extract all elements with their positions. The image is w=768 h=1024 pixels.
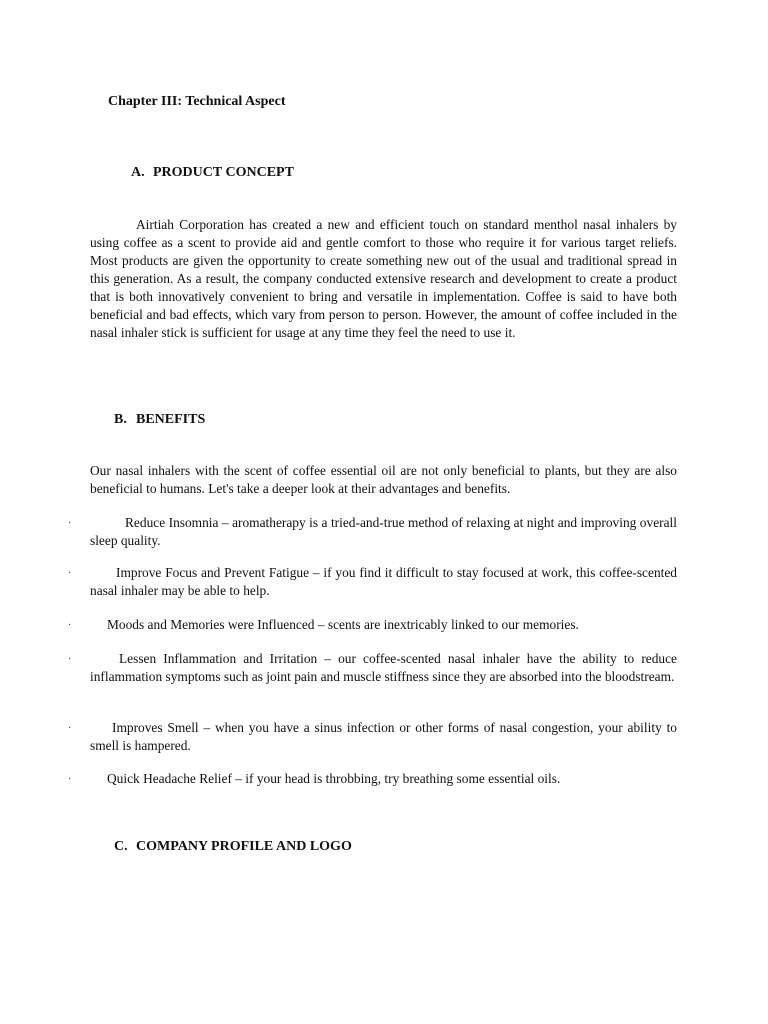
benefit-item-moods-memories: Moods and Memories were Influenced – scents are inextricably linked to our memories. [107, 617, 579, 632]
section-title: BENEFITS [136, 412, 206, 427]
section-letter: C. [114, 839, 128, 854]
benefit-item-lessen-inflammation: Lessen Inflammation and Irritation – our coffee-scented nasal inhaler have the ability to reduce inflammation symptoms such as joint pain and muscle stiffness since they are absorbed into the bloodstream. [90, 651, 677, 684]
bullet-marker: · [68, 620, 72, 631]
benefit-item-improves-smell: Improves Smell – when you have a sinus infection or other forms of nasal congestion, your ability to smell is hampered. [90, 720, 677, 753]
benefit-item-headache-relief: Quick Headache Relief – if your head is throbbing, try breathing some essential oils. [107, 771, 561, 786]
section-heading-benefits [114, 412, 205, 428]
section-heading-product-concept [131, 165, 294, 181]
section-heading-company-profile [114, 839, 352, 855]
bullet-marker: · [68, 518, 72, 529]
bullet-marker: · [68, 654, 72, 665]
bullet-marker: · [68, 774, 72, 785]
chapter-title: Chapter III: Technical Aspect [108, 94, 286, 109]
benefit-item-reduce-insomnia: Reduce Insomnia – aromatherapy is a tried-and-true method of relaxing at night and improving overall sleep quality. [90, 515, 677, 548]
section-letter: B. [114, 412, 127, 427]
section-title: PRODUCT CONCEPT [153, 165, 294, 180]
section-letter: A. [131, 165, 145, 180]
benefit-item-improve-focus: Improve Focus and Prevent Fatigue – if you find it difficult to stay focused at work, this coffee-scented nasal inhaler may be able to help. [90, 565, 677, 598]
product-concept-paragraph: Airtiah Corporation has created a new and efficient touch on standard menthol nasal inhalers by using coffee as a scent to provide aid and gentle comfort to those who require it for various target reliefs. Most products are given the opportunity to create something new out of the usual and traditional spread in this generation. As a result, the company conducted extensive research and development to create a product that is both innovatively convenient to bring and versatile in implementation. Coffee is said to have both beneficial and bad effects, which vary from person to person. However, the amount of coffee included in the nasal inhaler stick is sufficient for usage at any time they feel the need to use it. [90, 217, 677, 340]
benefits-intro-paragraph: Our nasal inhalers with the scent of coffee essential oil are not only beneficial to plants, but they are also beneficial to humans. Let's take a deeper look at their advantages and benefits. [90, 463, 677, 496]
bullet-marker: · [68, 723, 72, 734]
section-title: COMPANY PROFILE AND LOGO [136, 839, 352, 854]
bullet-marker: · [68, 568, 72, 579]
